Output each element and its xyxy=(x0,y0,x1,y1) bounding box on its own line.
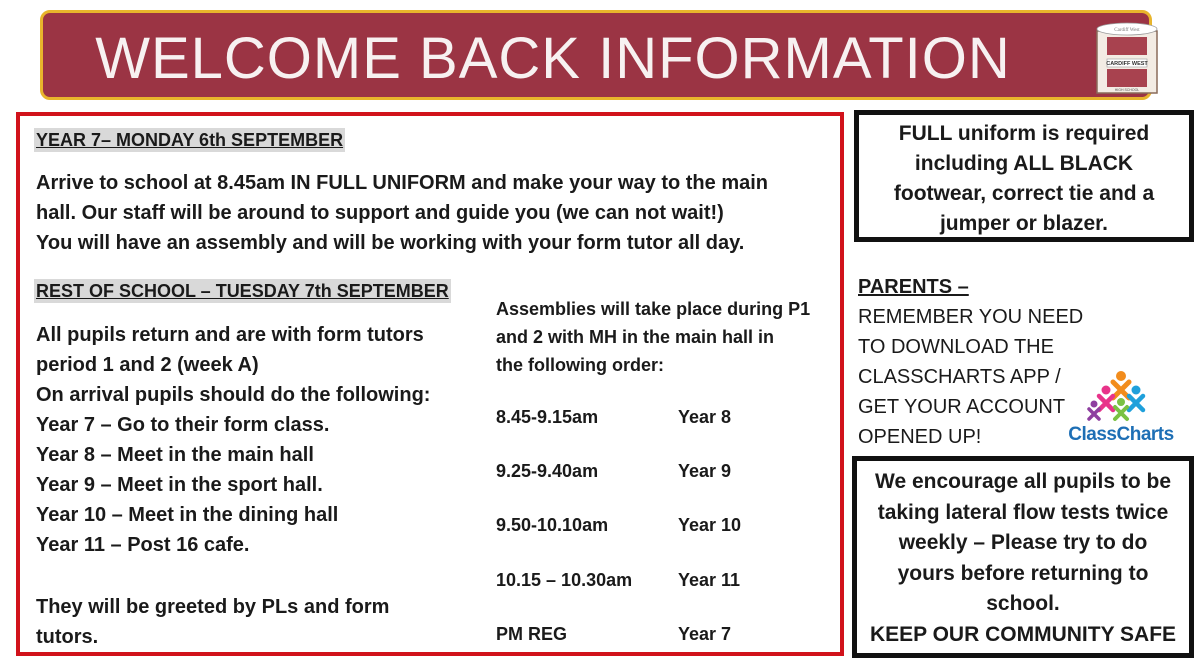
rest-line-1: All pupils return and are with form tutors xyxy=(36,324,424,346)
rest-line-3: On arrival pupils should do the following: xyxy=(36,384,431,406)
crest-low-text: HIGH SCHOOL xyxy=(1114,88,1140,92)
schedule-time-3: 9.50-10.10am xyxy=(496,515,609,535)
rest-heading: REST OF SCHOOL – TUESDAY 7th SEPTEMBER xyxy=(36,281,449,301)
crest-top-text: Cardiff West xyxy=(1114,28,1140,33)
page-title: WELCOME BACK INFORMATION xyxy=(95,26,1011,91)
main-info-panel xyxy=(16,112,844,656)
lft-footer: KEEP OUR COMMUNITY SAFE xyxy=(869,622,1177,646)
parents-notice xyxy=(858,272,1083,452)
classcharts-wordmark xyxy=(1066,424,1176,446)
year7-line-2: hall. Our staff will be around to support and guide you (we can not wait!) xyxy=(36,202,724,224)
uniform-line-2: including ALL BLACK xyxy=(914,152,1134,175)
schedule-year-1: Year 8 xyxy=(678,407,732,427)
year7-line-1: Arrive to school at 8.45am IN FULL UNIFORM and make your way to the main xyxy=(36,172,769,194)
uniform-line-4: jumper or blazer. xyxy=(939,212,1109,235)
rest-line-5: Year 8 – Meet in the main hall xyxy=(36,444,314,466)
assemblies-intro-1: Assemblies will take place during P1 xyxy=(496,299,811,319)
uniform-line-3: footwear, correct tie and a xyxy=(893,182,1155,205)
parents-line-5: OPENED UP! xyxy=(858,426,982,448)
parents-line-2: TO DOWNLOAD THE xyxy=(858,336,1054,358)
rest-line-4: Year 7 – Go to their form class. xyxy=(36,414,330,436)
lft-line-3: weekly – Please try to do xyxy=(898,531,1148,554)
parents-line-3: CLASSCHARTS APP / xyxy=(858,366,1061,388)
rest-line-2: period 1 and 2 (week A) xyxy=(36,354,259,376)
schedule-year-3: Year 10 xyxy=(678,515,742,535)
rest-line-8: Year 11 – Post 16 cafe. xyxy=(36,534,250,556)
year7-line-3: You will have an assembly and will be working with your form tutor all day. xyxy=(36,232,745,254)
assemblies-intro-3: the following order: xyxy=(496,355,664,375)
assemblies-intro-2: and 2 with MH in the main hall in xyxy=(496,327,775,347)
classcharts-logo xyxy=(1066,368,1176,454)
classcharts-text: ClassCharts xyxy=(1068,424,1174,445)
schedule-time-2: 9.25-9.40am xyxy=(496,461,599,481)
lateral-flow-notice xyxy=(852,456,1194,658)
parents-line-1: REMEMBER YOU NEED xyxy=(858,306,1084,328)
crest-mid-text: CARDIFF WEST xyxy=(1106,61,1148,67)
parents-title: PARENTS – xyxy=(858,276,969,298)
lft-line-4: yours before returning to xyxy=(897,561,1149,585)
rest-line-7: Year 10 – Meet in the dining hall xyxy=(36,504,339,526)
schedule-year-2: Year 9 xyxy=(678,461,732,481)
schedule-time-4: 10.15 – 10.30am xyxy=(496,570,633,590)
greeting-line-2: tutors. xyxy=(36,626,99,648)
schedule-time-1: 8.45-9.15am xyxy=(496,407,599,427)
schedule-year-4: Year 11 xyxy=(678,570,741,590)
uniform-notice xyxy=(854,110,1194,242)
schedule-time-5: PM REG xyxy=(496,624,568,644)
lft-line-1: We encourage all pupils to be xyxy=(875,470,1171,493)
rest-line-6: Year 9 – Meet in the sport hall. xyxy=(36,474,323,496)
schedule-year-5: Year 7 xyxy=(678,624,732,644)
lft-line-2: taking lateral flow tests twice xyxy=(877,500,1169,524)
uniform-line-1: FULL uniform is required xyxy=(898,122,1150,145)
header-banner xyxy=(40,10,1152,100)
school-crest-logo xyxy=(1093,21,1161,97)
lft-line-5: school. xyxy=(986,592,1060,615)
greeting-line-1: They will be greeted by PLs and form xyxy=(36,596,390,618)
classcharts-people-icon xyxy=(1066,368,1176,424)
year7-heading: YEAR 7– MONDAY 6th SEPTEMBER xyxy=(36,130,344,150)
parents-line-4: GET YOUR ACCOUNT xyxy=(858,396,1066,418)
